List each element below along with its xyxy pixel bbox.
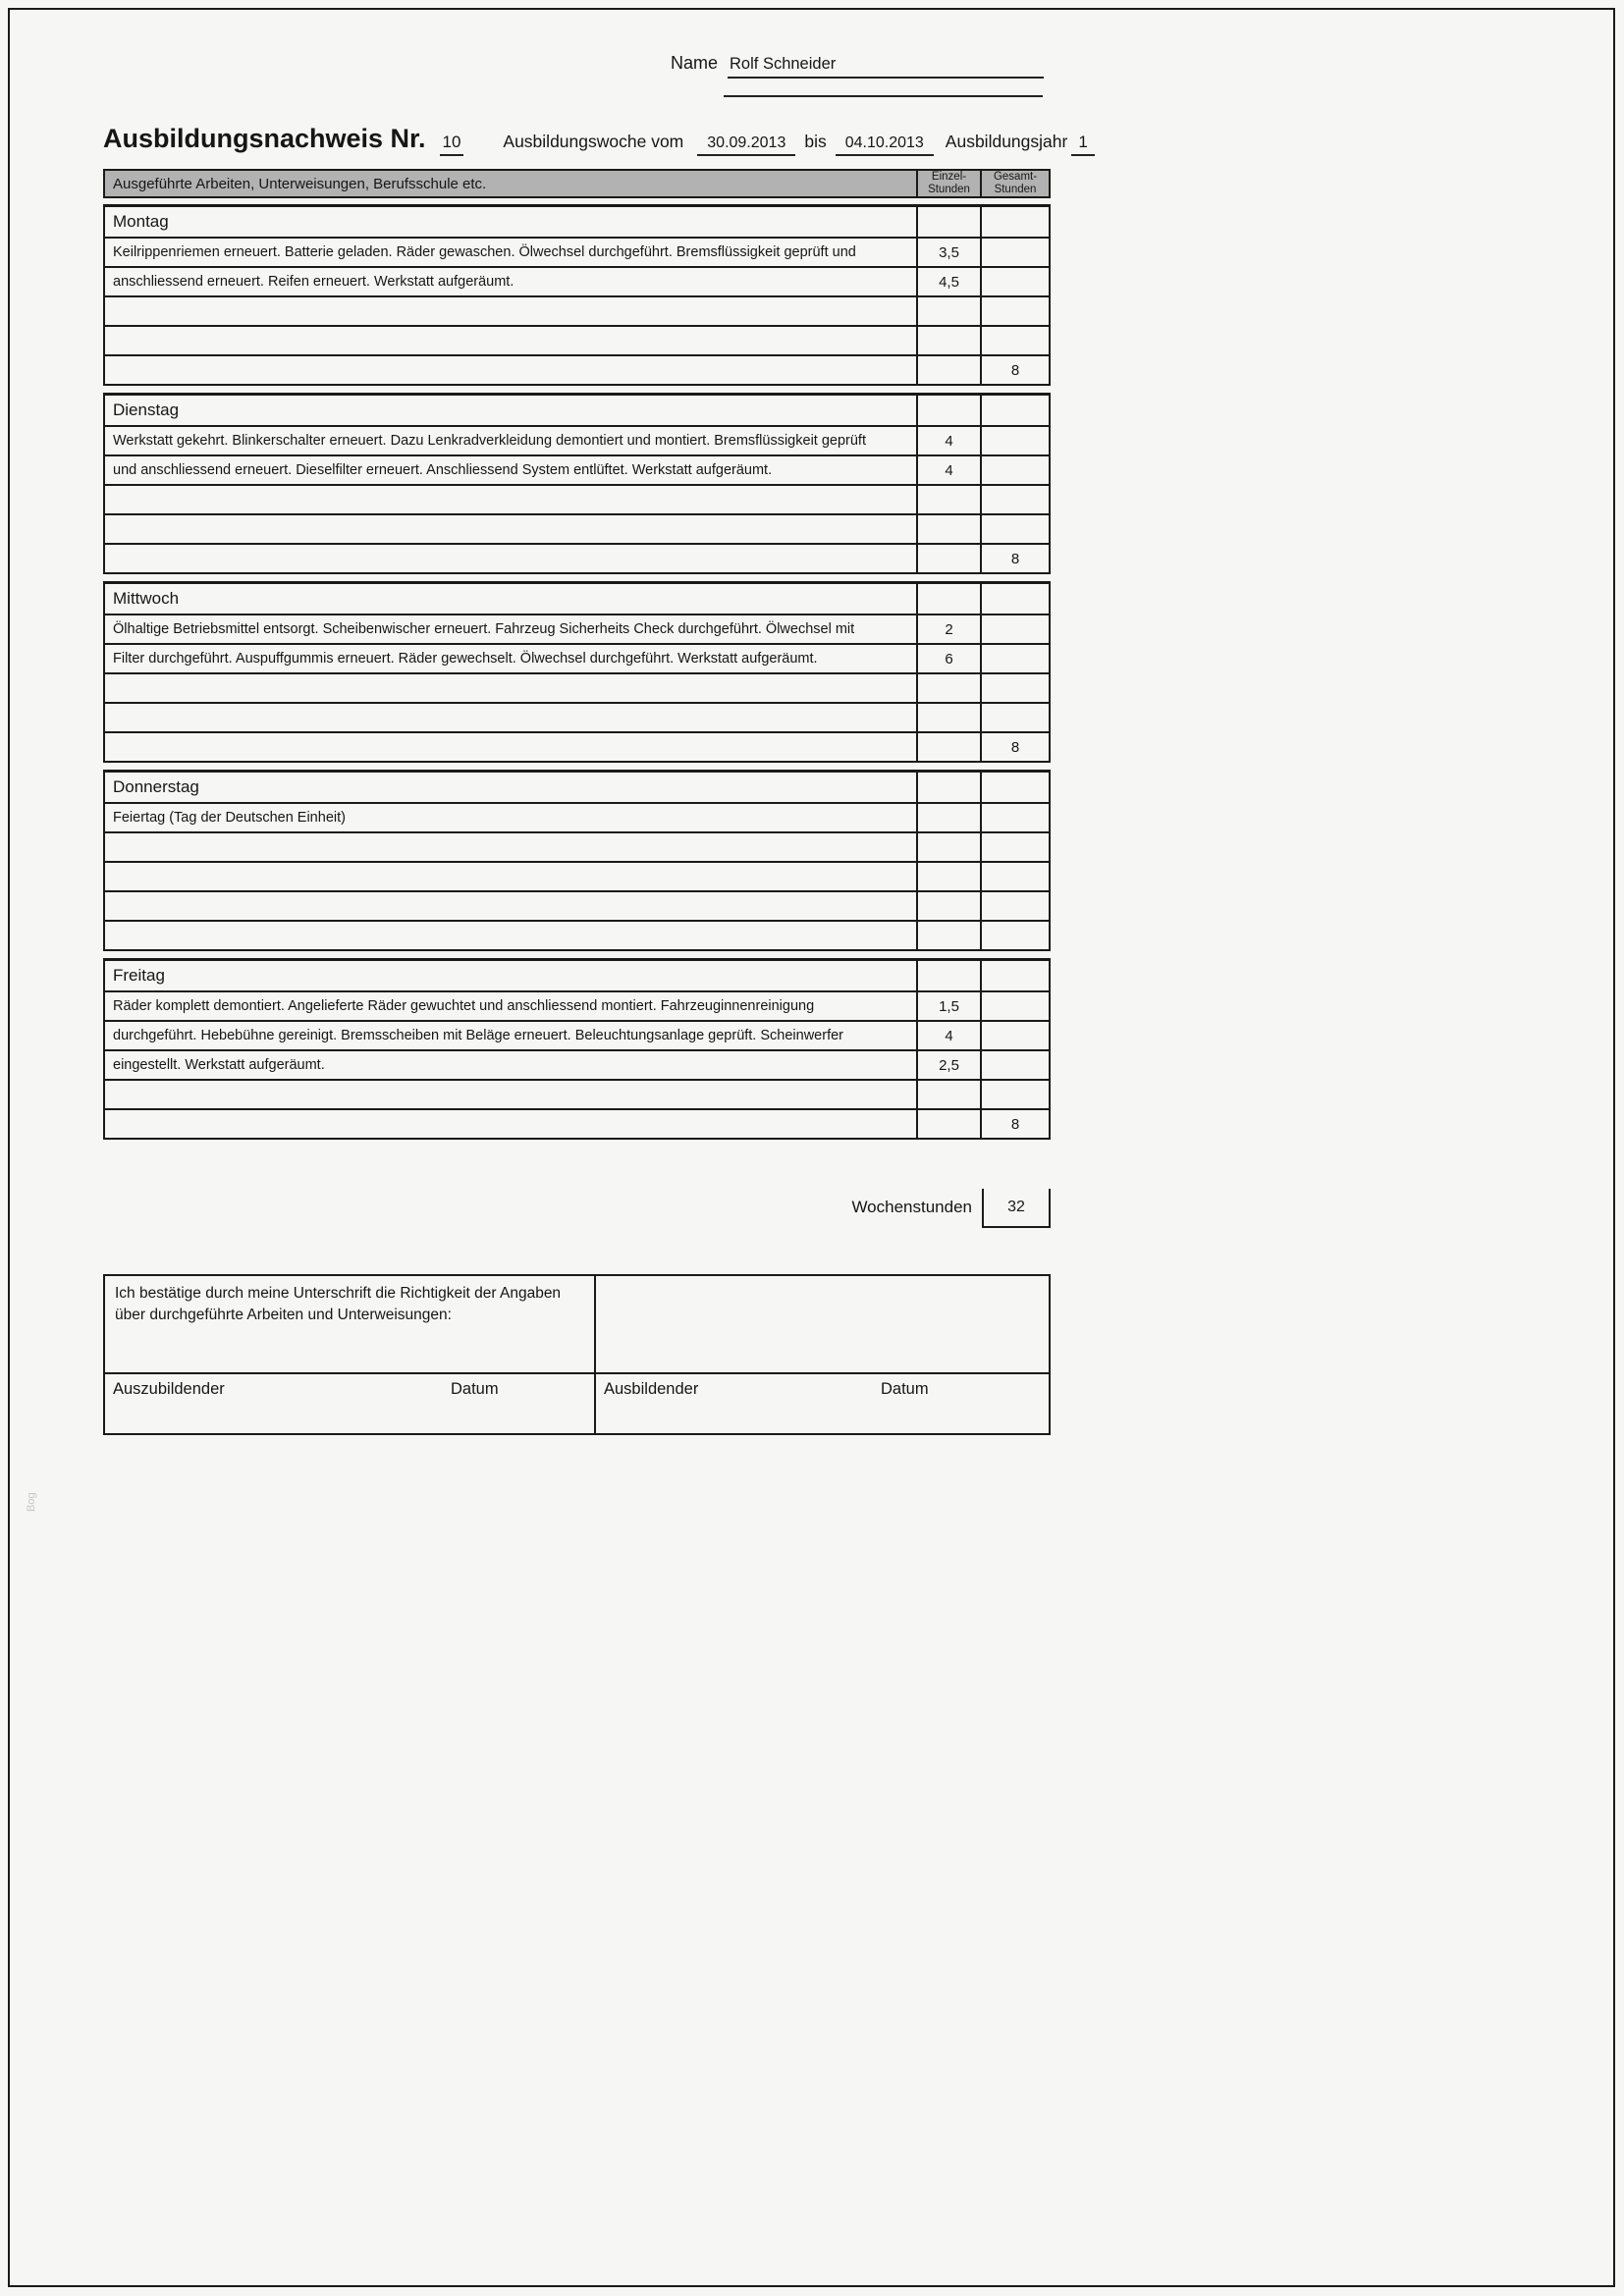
work-row [105, 266, 1049, 295]
work-row [105, 237, 1049, 266]
work-row-text [105, 356, 916, 384]
gesamt-hours-cell: 8 [980, 733, 1049, 761]
einzel-hours-cell [916, 922, 980, 949]
work-row-text [105, 922, 916, 949]
week-total-label: Wochenstunden [851, 1198, 972, 1216]
work-row [105, 702, 1049, 731]
name-second-line [724, 95, 1043, 97]
report-number-field: 10 [440, 133, 464, 156]
bis-label: bis [804, 132, 827, 151]
gesamt-hours-cell [980, 427, 1049, 454]
work-row [105, 454, 1049, 484]
day-section-donnerstag [103, 770, 1051, 951]
work-row-text: und anschliessend erneuert. Dieselfilter erneuert. Anschliessend System entlüftet. Werkstatt aufgeräumt. [113, 462, 773, 478]
einzel-hours-cell [916, 674, 980, 702]
week-from-field: 30.09.2013 [697, 134, 795, 156]
einzel-hours-cell [916, 863, 980, 890]
gesamt-hours-cell [980, 645, 1049, 672]
week-label: Ausbildungswoche vom [503, 132, 684, 151]
einzel-hours-cell [916, 396, 980, 425]
day-section-montag [103, 204, 1051, 386]
work-row [105, 1049, 1049, 1079]
work-row [105, 920, 1049, 949]
day-title-text: Montag [113, 212, 169, 231]
gesamt-hours-cell [980, 456, 1049, 484]
signature-section [103, 1274, 1051, 1435]
work-row-text: Filter durchgeführt. Auspuffgummis erneuert. Räder gewechselt. Ölwechsel durchgeführt. Werkstatt aufgeräumt. [113, 651, 818, 667]
einzel-hours-cell [916, 773, 980, 802]
work-row [105, 484, 1049, 513]
work-row [105, 1020, 1049, 1049]
work-row [105, 672, 1049, 702]
work-row [105, 802, 1049, 831]
gesamt-hours-cell [980, 584, 1049, 614]
form-title: Ausbildungsnachweis Nr. [103, 124, 426, 153]
einzel-hours-cell [916, 733, 980, 761]
einzel-hours-cell: 2 [916, 615, 980, 643]
gesamt-hours-cell: 8 [980, 545, 1049, 572]
work-row [105, 543, 1049, 572]
work-row-text: anschliessend erneuert. Reifen erneuert. Werkstatt aufgeräumt. [113, 274, 514, 290]
work-row [105, 325, 1049, 354]
einzel-hours-cell: 3,5 [916, 239, 980, 266]
einzel-hours-cell [916, 833, 980, 861]
work-row [105, 861, 1049, 890]
work-row [105, 513, 1049, 543]
einzel-hours-cell [916, 297, 980, 325]
day-title [105, 207, 1049, 237]
work-row-text [105, 674, 916, 702]
gesamt-hours-cell [980, 615, 1049, 643]
einzel-header-line1: Einzel- [931, 170, 967, 183]
work-row-text [105, 486, 916, 513]
gesamt-hours-cell [980, 961, 1049, 990]
einzel-hours-cell: 4 [916, 427, 980, 454]
gesamt-hours-cell [980, 773, 1049, 802]
title-bar [103, 124, 1095, 156]
day-title [105, 773, 1049, 802]
day-title-text: Dienstag [113, 400, 180, 419]
gesamt-hours-cell [980, 804, 1049, 831]
day-title [105, 584, 1049, 614]
einzel-hours-cell: 4 [916, 456, 980, 484]
day-title [105, 961, 1049, 990]
work-row [105, 425, 1049, 454]
gesamt-hours-cell [980, 674, 1049, 702]
work-row [105, 731, 1049, 761]
einzel-hours-cell [916, 704, 980, 731]
work-row [105, 890, 1049, 920]
work-row [105, 354, 1049, 384]
work-row-text [105, 1081, 916, 1108]
work-row [105, 1108, 1049, 1138]
einzel-header-line2: Stunden [928, 184, 970, 195]
name-label: Name [671, 53, 719, 73]
work-row-text [105, 297, 916, 325]
gesamt-hours-cell [980, 1022, 1049, 1049]
trainee-label: Auszubildender [113, 1380, 225, 1398]
work-row-text: durchgeführt. Hebebühne gereinigt. Bremsscheiben mit Beläge erneuert. Beleuchtungsanlage geprüft. Scheinwerfer [113, 1028, 843, 1043]
work-row [105, 990, 1049, 1020]
work-row-text: eingestellt. Werkstatt aufgeräumt. [113, 1057, 325, 1073]
work-row [105, 831, 1049, 861]
einzel-hours-cell [916, 356, 980, 384]
trainer-date-label: Datum [881, 1380, 929, 1398]
einzel-hours-cell [916, 1110, 980, 1138]
work-row-text [105, 1110, 916, 1138]
gesamt-hours-cell [980, 297, 1049, 325]
work-row [105, 614, 1049, 643]
einzel-hours-cell [916, 1081, 980, 1108]
work-row [105, 1079, 1049, 1108]
einzel-hours-cell: 2,5 [916, 1051, 980, 1079]
einzel-hours-cell [916, 515, 980, 543]
work-row [105, 643, 1049, 672]
einzel-hours-cell [916, 327, 980, 354]
gesamt-hours-cell [980, 892, 1049, 920]
work-row-text: Keilrippenriemen erneuert. Batterie geladen. Räder gewaschen. Ölwechsel durchgeführt. Bremsflüssigkeit geprüft und [113, 244, 856, 260]
work-row-text: Feiertag (Tag der Deutschen Einheit) [113, 810, 346, 826]
work-row-text [105, 833, 916, 861]
einzel-hours-cell [916, 584, 980, 614]
einzel-hours-cell: 1,5 [916, 992, 980, 1020]
gesamt-hours-cell [980, 239, 1049, 266]
week-total-row [103, 1189, 1051, 1228]
gesamt-hours-cell [980, 268, 1049, 295]
day-section-freitag [103, 958, 1051, 1140]
work-row-text [105, 327, 916, 354]
gesamt-header-line1: Gesamt- [993, 170, 1038, 183]
name-value: Rolf Schneider [728, 55, 1044, 79]
work-row-text [105, 733, 916, 761]
week-total-value: 32 [982, 1189, 1051, 1228]
day-section-dienstag [103, 393, 1051, 574]
einzel-hours-cell [916, 804, 980, 831]
day-sections [103, 204, 1051, 1147]
gesamt-hours-cell [980, 992, 1049, 1020]
work-row-text [105, 515, 916, 543]
gesamt-column-header [980, 171, 1049, 196]
einzel-hours-cell [916, 486, 980, 513]
gesamt-hours-cell [980, 396, 1049, 425]
training-year-field: 1 [1071, 133, 1095, 156]
trainee-date-label: Datum [451, 1380, 499, 1398]
einzel-hours-cell [916, 545, 980, 572]
gesamt-hours-cell [980, 833, 1049, 861]
day-title [105, 396, 1049, 425]
einzel-hours-cell [916, 207, 980, 237]
work-row-text [105, 704, 916, 731]
week-to-field: 04.10.2013 [836, 134, 934, 156]
gesamt-hours-cell [980, 207, 1049, 237]
gesamt-hours-cell [980, 1081, 1049, 1108]
table-header-row [103, 169, 1051, 198]
work-row-text [105, 892, 916, 920]
gesamt-hours-cell: 8 [980, 1110, 1049, 1138]
gesamt-hours-cell: 8 [980, 356, 1049, 384]
training-year-label: Ausbildungsjahr [945, 132, 1068, 151]
day-title-text: Mittwoch [113, 589, 180, 608]
gesamt-hours-cell [980, 327, 1049, 354]
name-row [671, 53, 1044, 79]
day-title-text: Freitag [113, 966, 165, 985]
gesamt-hours-cell [980, 1051, 1049, 1079]
work-row-text [105, 545, 916, 572]
einzel-hours-cell: 6 [916, 645, 980, 672]
einzel-hours-cell: 4 [916, 1022, 980, 1049]
einzel-hours-cell [916, 961, 980, 990]
gesamt-hours-cell [980, 863, 1049, 890]
trainer-label: Ausbildender [604, 1380, 699, 1398]
work-row-text: Ölhaltige Betriebsmittel entsorgt. Scheibenwischer erneuert. Fahrzeug Sicherheits Check durchgeführt. Ölwechsel mit [113, 621, 855, 637]
gesamt-hours-cell [980, 922, 1049, 949]
day-section-mittwoch [103, 581, 1051, 763]
gesamt-hours-cell [980, 515, 1049, 543]
scan-artifact-text: Bog [26, 1492, 37, 1512]
trainer-signature-row [596, 1372, 1049, 1433]
work-row [105, 295, 1049, 325]
work-row-text: Werkstatt gekehrt. Blinkerschalter erneuert. Dazu Lenkradverkleidung demontiert und montiert. Bremsflüssigkeit geprüft [113, 433, 866, 449]
signature-space [596, 1276, 1049, 1372]
gesamt-header-line2: Stunden [994, 184, 1037, 195]
work-row-text: Räder komplett demontiert. Angelieferte Räder gewuchtet und anschliessend montiert. Fahrzeuginnenreinigung [113, 998, 815, 1014]
einzel-hours-cell [916, 892, 980, 920]
day-title-text: Donnerstag [113, 777, 199, 796]
work-column-header: Ausgeführte Arbeiten, Unterweisungen, Berufsschule etc. [113, 175, 487, 192]
trainee-signature-row [105, 1372, 596, 1433]
confirmation-text: Ich bestätige durch meine Unterschrift die Richtigkeit der Angaben über durchgeführte Arbeiten und Unterweisungen: [105, 1276, 596, 1372]
gesamt-hours-cell [980, 486, 1049, 513]
work-row-text [105, 863, 916, 890]
gesamt-hours-cell [980, 704, 1049, 731]
einzel-column-header [916, 171, 980, 196]
einzel-hours-cell: 4,5 [916, 268, 980, 295]
